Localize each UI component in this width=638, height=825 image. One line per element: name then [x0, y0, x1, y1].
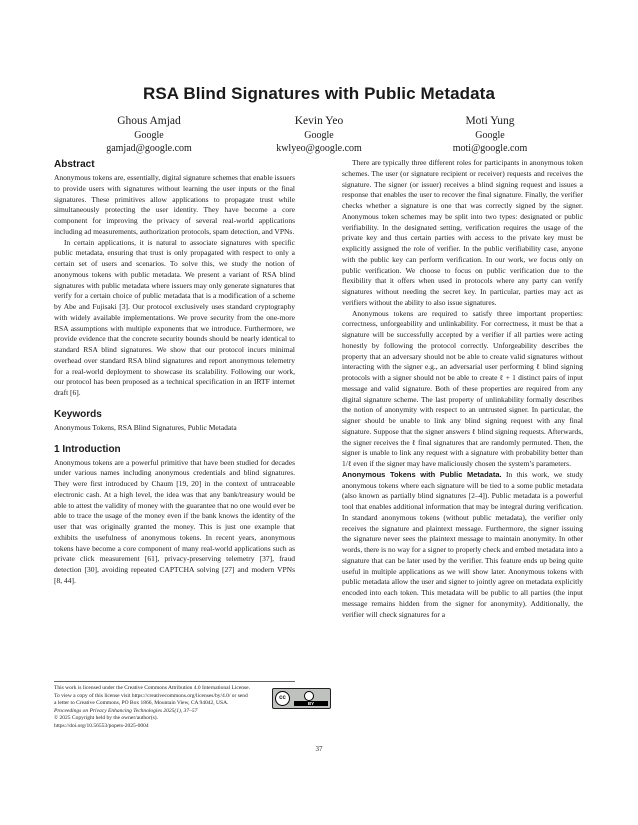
page-number: 37 [315, 745, 323, 753]
left-column [54, 158, 295, 587]
author-affiliation: Google [304, 130, 334, 141]
creative-commons-icon: cc [275, 691, 290, 706]
keywords-text: Anonymous Tokens, RSA Blind Signatures, Public Metadata [54, 422, 237, 432]
author-email: gamjad@google.com [106, 143, 192, 154]
keywords-heading: Keywords [54, 408, 102, 420]
body-paragraph-roles: There are typically three different roles for participants in anonymous token schemes. The user (or signature recipient or receiver) requests and receives the signature. The signer (or issuer) receives a blind signing request and issues a response that enables the user to recover the final signature. Finally, the verifier checks whether a signature is one that was correctly signed by the signer. Anonymous token schemes may be split into two types: designated or public verifiability. In the designated setting, verification requires the usage of the private key and thus certain parties with access to the private key must be explicitly assigned the role of verifier. In the public verifiability case, anyone with the public key can perform verification. In our work, we focus only on public verification. We choose to focus on public verification due to the flexibility that it offers when used in protocols where any party can verify signatures without needing the secret key. In particular, parties may act as verifiers without the ability to also issue signatures. [342, 158, 583, 307]
abstract-heading: Abstract [54, 159, 95, 170]
right-column [342, 158, 583, 620]
doi-link[interactable]: https://doi.org/10.56553/popets-2025-0004 [54, 722, 149, 729]
paragraph-body-text: In this work, we study anonymous tokens where each signature will be tied to a some public metadata (also known as partially blind signatures [2–4]). Public metadata is a powerful tool that enables additional information that may be integral during verification. In standard anonymous tokens (without public metadata), the verifier only receives the signature and plaintext message. Furthermore, the signer issuing the signature never sees the plaintext message to maintain anonymity. In other words, there is no way for a signer to properly check and embed metadata into a signature that can be later used by the verifier. This feature ends up being quite useful in multiple applications as we will show later. Anonymous tokens with public metadata allow the user and signer to jointly agree on metadata explicitly encoded into each token. This metadata will be public to all parties (the input message remains hidden from the signer for anonymity). Additionally, the verifier will check signatures for a [342, 469, 583, 619]
attribution-icon [294, 691, 328, 706]
author-name: Ghous Amjad [117, 115, 181, 127]
abstract-paragraph-2: In certain applications, it is natural to associate signatures with specific public metadata, ensuring that trust is only propagated with respect to only a certain set of users and scenarios. To solve this, we study the notion of anonymous tokens with public metadata. We present a variant of RSA blind signatures with public metadata where issuers may only generate signatures that verify for a certain choice of public metadata that is a modification of a scheme by Abe and Fujisaki [3]. Our protocol exclusively uses standard cryptography with widely available implementations. We prove security from the one-more RSA assumptions with multiple exponents that we introduce. Furthermore, we provide evidence that the concrete security bounds should be nearly identical to standard RSA blind signatures. We show that our protocol incurs minimal overhead over standard RSA blind signatures and report anonymous telemetry for a real-world deployment to showcase its scalability. Following our work, our protocol has been proposed as a technical specification in an IRTF internet draft [6]. [54, 237, 295, 397]
author-affiliation: Google [134, 130, 164, 141]
abstract-paragraph-1: Anonymous tokens are, essentially, digital signature schemes that enable issuers to provide users with signatures without learning the user inputs or the final signatures. These primitives allow applications to propagate trust while simultaneously protecting the user identity. They have become a core component for improving the privacy of several real-world applications including ad measurements, authorization protocols, spam detection, and VPNs. [54, 173, 295, 236]
license-text: This work is licensed under the Creative Commons Attribution 4.0 International License. To view a copy of this license visit https://creativecommons.org/licenses/by/4.0/ or send a letter to Creative Commons, PO Box 1866, Mountain View, CA 94042, USA. [54, 685, 250, 707]
person-icon [304, 691, 314, 701]
body-paragraph-public-metadata [342, 470, 583, 621]
paragraph-run-in-heading: Anonymous Tokens with Public Metadata. [342, 469, 502, 479]
introduction-paragraph-1: Anonymous tokens are a powerful primitive that have been studied for decades under various names including anonymous credentials and blind signatures. They were first introduced by Chaum [19, 20] in the context of untraceable electronic cash. At a high level, the idea was that any bank/treasury would be able to attest the validity of money with the guarantee that no one would ever be able to trace the usage of the money even if the bank knows the identity of the user that was originally granted the money. This is just one example that exhibits the usefulness of anonymous tokens. In recent years, anonymous tokens have become a core component of many real-world applications such as private click measurement [61], privacy-preserving telemetry [37], fraud detection [30], avoiding repeated CAPTCHA solving [27] and modern VPNs [8, 44]. [54, 457, 295, 585]
proceedings-line: Proceedings on Privacy Enhancing Technologies 2025(1), 37–57 [54, 707, 198, 714]
paper-title: RSA Blind Signatures with Public Metadata [142, 84, 495, 103]
author-affiliation: Google [475, 130, 505, 141]
author-email: kwlyeo@google.com [276, 143, 362, 154]
body-paragraph-properties: Anonymous tokens are required to satisfy three important properties: correctness, unforgeability and unlinkability. For correctness, it must be that a signature will be successfully accepted by a verifier if all parties were acting honestly by following the protocol correctly. Unforgeability describes the property that an adversary should not be able to create valid signatures without interacting with the signer e.g., an adversarial user performing ℓ blind signing protocols with a signer should not be able to create ℓ + 1 distinct pairs of input message and valid signature. Both of these properties are required from any digital signature scheme. The last property of unlinkability formally describes the notion of anonymity with respect to an untrusted signer. In particular, the signer should be unable to link any blind signing request with any final signature. Suppose that the signer answers ℓ blind signing requests. Afterwards, the signer receives the ℓ final signatures that are randomly permuted. Then, the signer is unable to link any request with a signature with probability better than 1/ℓ even if the signer may have maliciously chosen the system’s parameters. [342, 308, 583, 468]
by-label: BY [294, 701, 328, 706]
license-footnote [54, 681, 315, 731]
author-block-2 [219, 114, 419, 155]
copyright-line: © 2025 Copyright held by the owner/author(s). [54, 715, 158, 722]
author-email: moti@google.com [452, 143, 528, 154]
author-name: Moti Yung [465, 115, 515, 127]
author-block-3 [390, 114, 590, 155]
author-name: Kevin Yeo [294, 115, 344, 127]
cc-by-license-badge[interactable] [272, 688, 331, 709]
introduction-heading: 1 Introduction [54, 443, 121, 455]
